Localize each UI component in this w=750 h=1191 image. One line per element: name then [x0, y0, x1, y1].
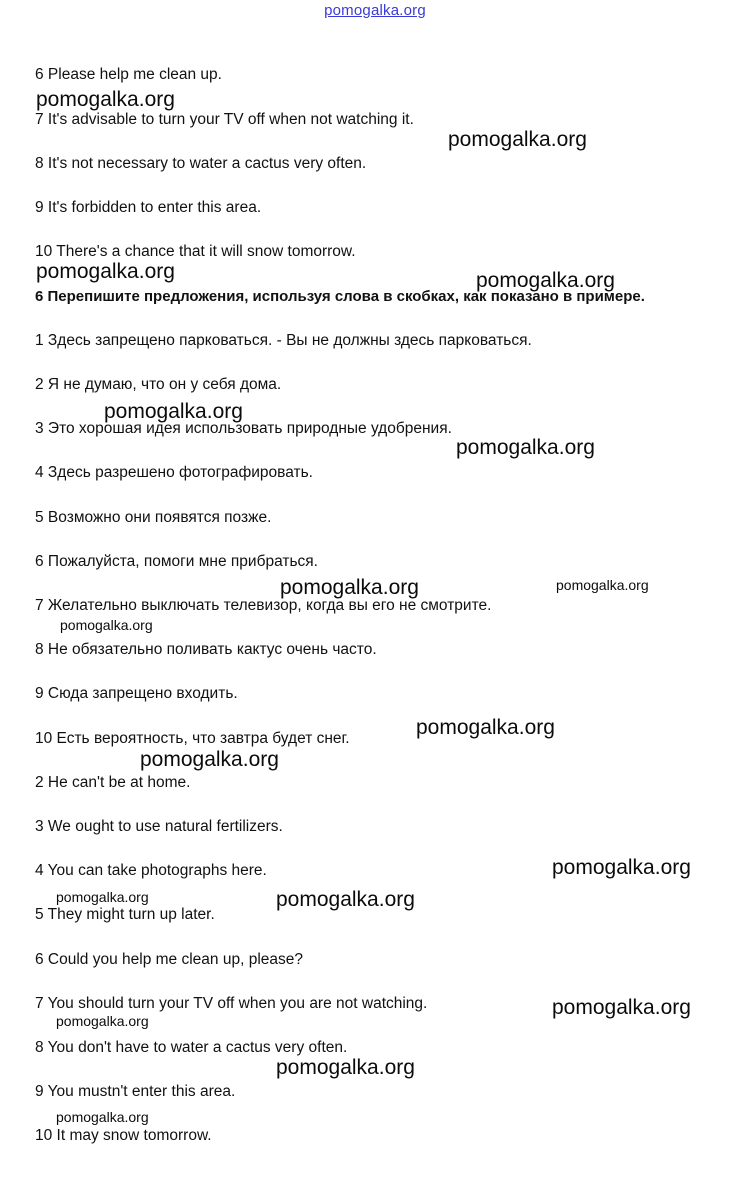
watermark: pomogalka.org [56, 889, 149, 905]
section-heading: 6 Перепишите предложения, используя слова в скобках, как показано в примере. [35, 288, 645, 305]
text-line: 10 Есть вероятность, что завтра будет снег. [35, 730, 350, 747]
watermark: pomogalka.org [56, 1013, 149, 1029]
watermark: pomogalka.org [280, 576, 419, 599]
text-line: 7 It's advisable to turn your TV off when not watching it. [35, 111, 414, 128]
text-line: 6 Please help me clean up. [35, 66, 222, 83]
text-line: 3 Это хорошая идея использовать природные удобрения. [35, 420, 452, 437]
watermark: pomogalka.org [56, 1109, 149, 1125]
watermark: pomogalka.org [416, 716, 555, 739]
text-line: 8 You don't have to water a cactus very often. [35, 1039, 348, 1056]
text-line: 4 You can take photographs here. [35, 862, 267, 879]
text-line: 4 Здесь разрешено фотографировать. [35, 464, 313, 481]
watermark: pomogalka.org [456, 436, 595, 459]
text-line: 9 Сюда запрещено входить. [35, 685, 238, 702]
watermark: pomogalka.org [276, 1056, 415, 1079]
text-line: 8 It's not necessary to water a cactus very often. [35, 155, 367, 172]
watermark: pomogalka.org [104, 400, 243, 423]
text-line: 10 There's a chance that it will snow tomorrow. [35, 243, 356, 260]
watermark: pomogalka.org [276, 888, 415, 911]
text-line: 6 Could you help me clean up, please? [35, 951, 303, 968]
watermark: pomogalka.org [556, 577, 649, 593]
text-line: 8 Не обязательно поливать кактус очень часто. [35, 641, 377, 658]
text-line: 7 Желательно выключать телевизор, когда вы его не смотрите. [35, 597, 492, 614]
text-line: 2 He can't be at home. [35, 774, 191, 791]
text-line: 9 It's forbidden to enter this area. [35, 199, 262, 216]
text-line: 3 We ought to use natural fertilizers. [35, 818, 283, 835]
text-line: 10 It may snow tomorrow. [35, 1127, 212, 1144]
watermark: pomogalka.org [476, 269, 615, 292]
watermark: pomogalka.org [36, 88, 175, 111]
watermark: pomogalka.org [60, 617, 153, 633]
header-site-link[interactable]: pomogalka.org [324, 2, 426, 19]
text-line: 1 Здесь запрещено парковаться. - Вы не должны здесь парковаться. [35, 332, 532, 349]
text-line: 7 You should turn your TV off when you are not watching. [35, 995, 428, 1012]
watermark: pomogalka.org [552, 996, 691, 1019]
text-line: 2 Я не думаю, что он у себя дома. [35, 376, 282, 393]
text-line: 5 Возможно они появятся позже. [35, 509, 272, 526]
text-line: 5 They might turn up later. [35, 906, 215, 923]
watermark: pomogalka.org [448, 128, 587, 151]
watermark: pomogalka.org [36, 260, 175, 283]
text-line: 6 Пожалуйста, помоги мне прибраться. [35, 553, 318, 570]
text-line: 9 You mustn't enter this area. [35, 1083, 236, 1100]
watermark: pomogalka.org [140, 748, 279, 771]
watermark: pomogalka.org [552, 856, 691, 879]
